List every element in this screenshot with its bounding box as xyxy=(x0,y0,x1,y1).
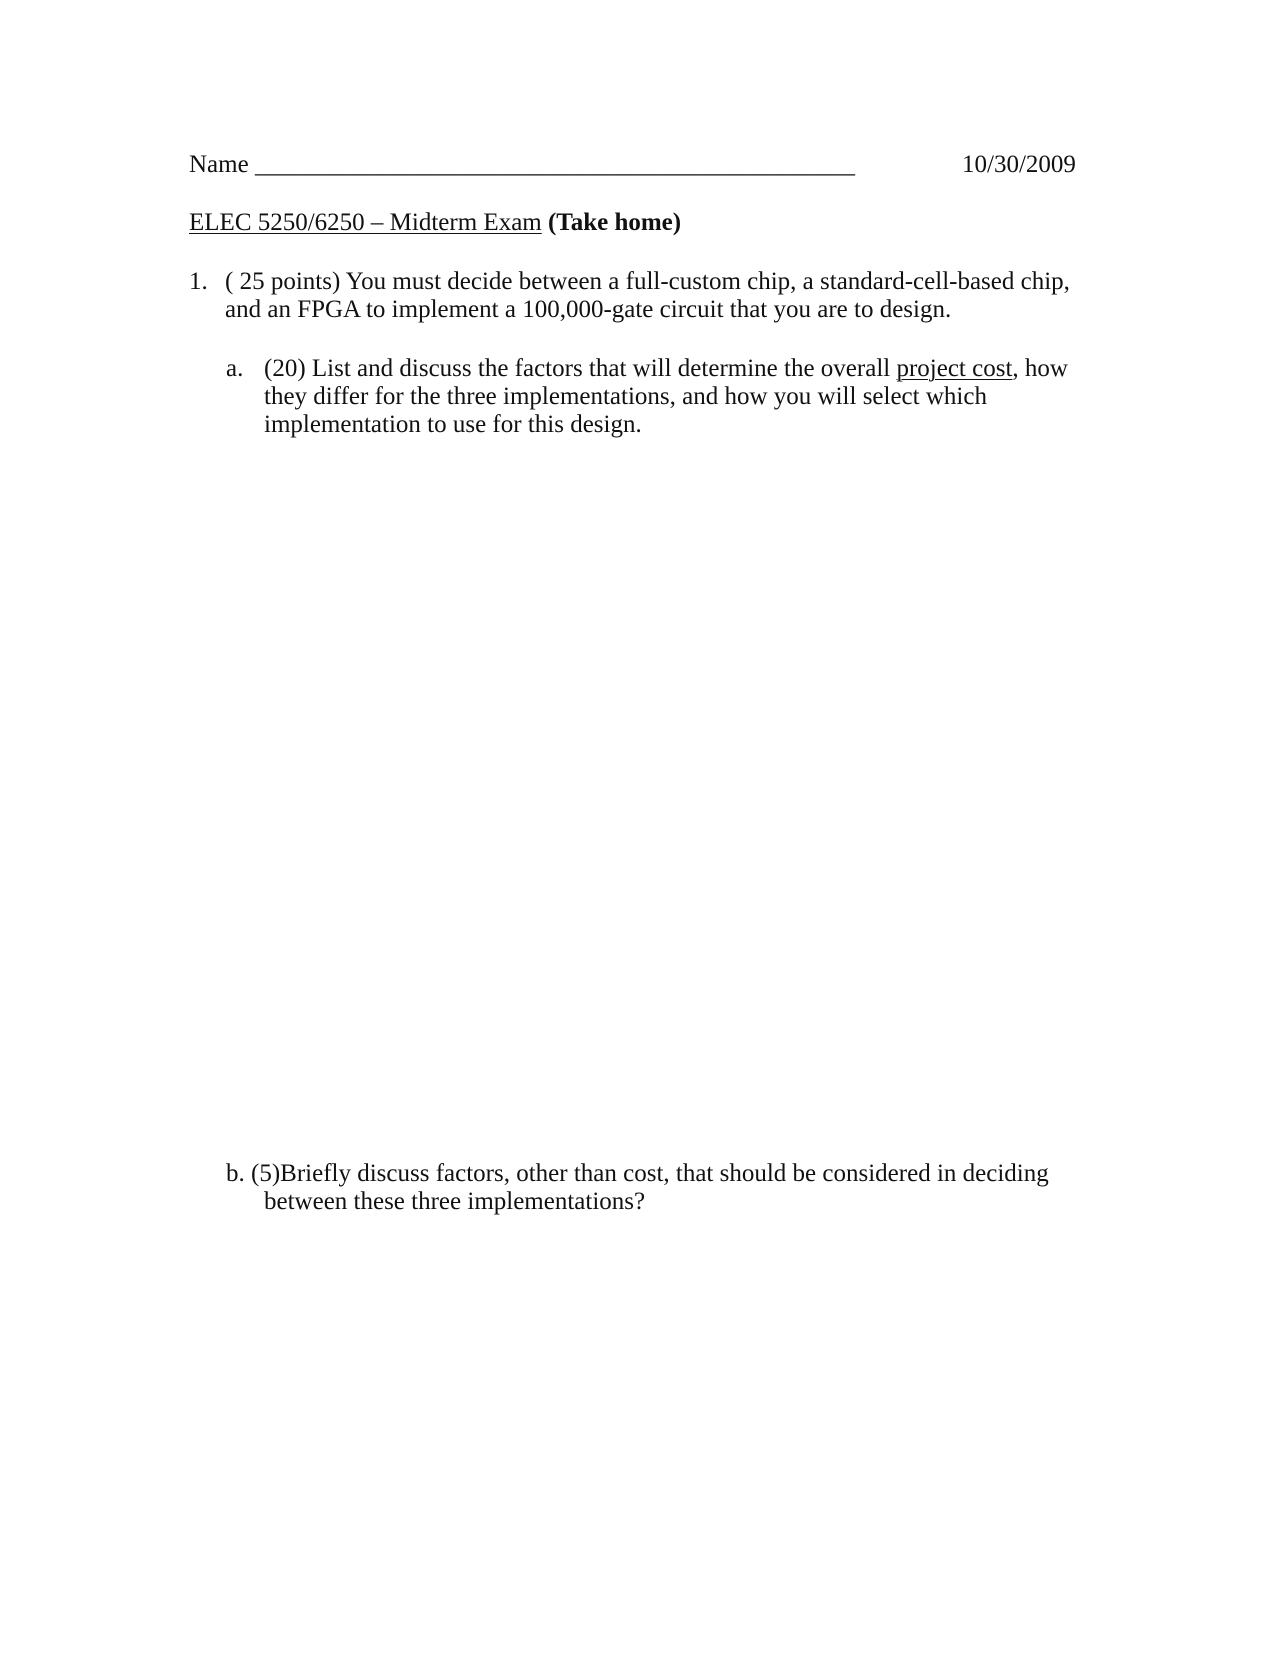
question-1-line-2: and an FPGA to implement a 100,000-gate circuit that you are to design. xyxy=(225,296,952,323)
part-a-line-3: implementation to use for this design. xyxy=(264,411,642,438)
part-a-line-1-text: (20) List and discuss the factors that will determine the overall xyxy=(264,355,897,382)
exam-title xyxy=(189,209,681,237)
question-1-number: 1. xyxy=(189,268,208,295)
course-title: ELEC 5250/6250 – Midterm Exam xyxy=(189,209,542,236)
name-blank-line: ________________________________________________ xyxy=(254,151,855,178)
project-cost-emphasis: project cost xyxy=(896,355,1013,382)
name-text: Name xyxy=(189,151,249,178)
part-b-line-1: b. (5)Briefly discuss factors, other than cost, that should be considered in deciding xyxy=(226,1160,1049,1187)
part-a-line-2: they differ for the three implementations, and how you will select which xyxy=(264,383,987,410)
part-a-line-1 xyxy=(264,355,1068,383)
part-a-label: a. xyxy=(226,355,244,382)
part-b-line-2: between these three implementations? xyxy=(264,1188,646,1215)
exam-date: 10/30/2009 xyxy=(962,151,1076,178)
take-home-note: (Take home) xyxy=(547,209,682,236)
part-a-line-1-end: , how xyxy=(1012,355,1068,382)
name-label xyxy=(189,151,855,179)
question-1-line-1: ( 25 points) You must decide between a full-custom chip, a standard-cell-based chip, xyxy=(225,268,1070,295)
